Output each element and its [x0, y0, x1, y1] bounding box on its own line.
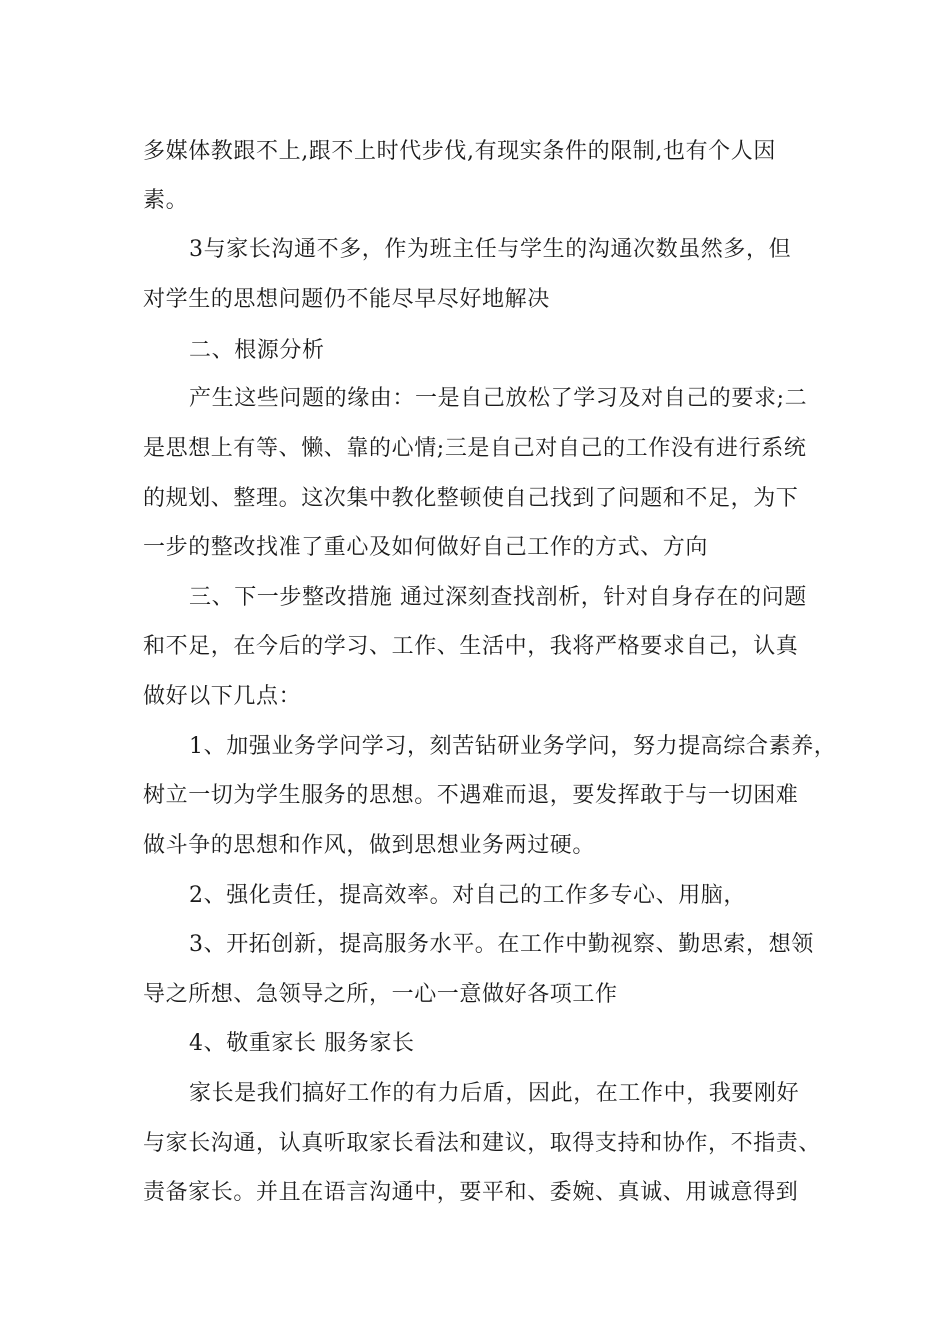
list-item-1-line-2: 树立一切为学生服务的思想。不遇难而退，要发挥敢于与一切困难	[143, 783, 799, 808]
text-line-4: 对学生的思想问题仍不能尽早尽好地解决	[143, 287, 550, 312]
text-line-6: 产生这些问题的缘由：一是自己放松了学习及对自己的要求;二	[189, 386, 808, 411]
text-line-3: 3与家长沟通不多，作为班主任与学生的沟通次数虽然多，但	[189, 237, 792, 262]
text-line-2: 素。	[143, 188, 189, 213]
list-item-2: 2、强化责任，提高效率。对自己的工作多专心、用脑，	[189, 883, 746, 908]
section-heading-root-cause: 二、根源分析	[189, 338, 325, 363]
text-line-20: 家长是我们搞好工作的有力后盾，因此，在工作中，我要刚好	[189, 1081, 800, 1106]
text-line-8: 的规划、整理。这次集中教化整顿使自己找到了问题和不足，为下	[143, 486, 799, 511]
list-item-1-line-3: 做斗争的思想和作风，做到思想业务两过硬。	[143, 833, 596, 858]
text-line-1: 多媒体教跟不上,跟不上时代步伐,有现实条件的限制,也有个人因	[143, 139, 776, 164]
list-item-3-line-1: 3、开拓创新，提高服务水平。在工作中勤视察、勤思索，想领	[189, 932, 814, 957]
text-line-7: 是思想上有等、懒、靠的心情;三是自己对自己的工作没有进行系统	[143, 436, 807, 461]
list-item-4: 4、敬重家长 服务家长	[189, 1031, 415, 1056]
text-line-21: 与家长沟通，认真听取家长看法和建议，取得支持和协作，不指责、	[143, 1131, 822, 1156]
text-line-11: 和不足，在今后的学习、工作、生活中，我将严格要求自己，认真	[143, 634, 799, 659]
list-item-3-line-2: 导之所想、急领导之所，一心一意做好各项工作	[143, 982, 618, 1007]
section-heading-next-steps: 三、下一步整改措施 通过深刻查找剖析，针对自身存在的问题	[189, 585, 807, 610]
text-line-12: 做好以下几点：	[143, 684, 302, 709]
list-item-1-line-1: 1、加强业务学问学习，刻苦钻研业务学问，努力提高综合素养，	[189, 734, 837, 759]
text-line-22: 责备家长。并且在语言沟通中，要平和、委婉、真诚、用诚意得到	[143, 1180, 799, 1205]
text-line-9: 一步的整改找准了重心及如何做好自己工作的方式、方向	[143, 535, 709, 560]
